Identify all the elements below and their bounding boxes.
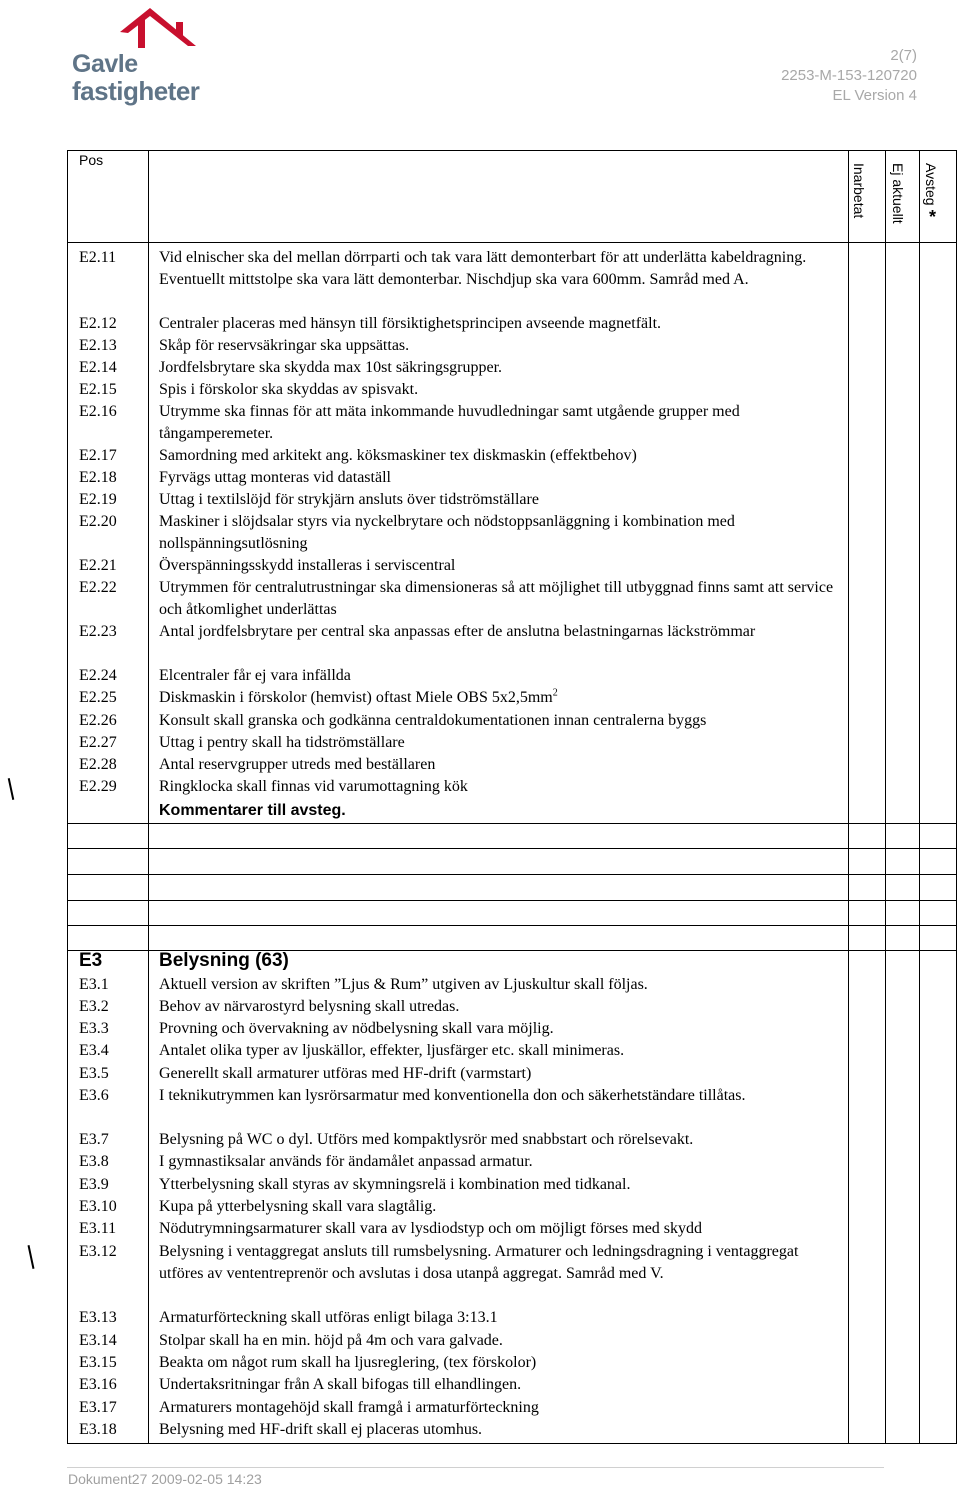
row-text-content: Stolpar skall ha en min. höjd på 4m och vara galvade. [159,1332,503,1349]
row-position: E3.14 [79,1332,117,1349]
section-title: Belysning (63) [159,950,289,971]
row-text [159,1374,839,1396]
row-position: E3.8 [79,1153,109,1170]
row-position: E2.11 [79,249,117,266]
row-position: E2.13 [79,337,117,354]
row-position: E2.14 [79,359,117,376]
row-text-content: Samordning med arkitekt ang. köksmaskiner tex diskmaskin (effektbehov) [159,447,637,464]
footer-divider [67,1467,884,1468]
row-position: E2.21 [79,557,117,574]
row-text [159,1129,839,1151]
row-text-content: Behov av närvarostyrd belysning skall utredas. [159,998,460,1015]
row-position: E2.16 [79,403,117,420]
row-text [159,687,839,709]
row-position: E3.13 [79,1309,117,1326]
row-text-content: Armaturförteckning skall utföras enligt bilaga 3:13.1 [159,1309,498,1326]
row-text-content: Skåp för reservsäkringar ska uppsättas. [159,337,410,354]
row-position: E3.10 [79,1198,117,1215]
row-text [159,754,839,776]
row-position: E3.11 [79,1220,117,1237]
margin-mark [28,1245,35,1269]
row-text-content: Fyrvägs uttag monteras vid dataställ [159,469,391,486]
row-text [159,1040,839,1062]
row-text-content: Centraler placeras med hänsyn till försiktighetsprincipen avseende magnetfält. [159,315,662,332]
row-text [159,401,839,445]
row-position: E3.4 [79,1042,109,1059]
row-text-content: Provning och övervakning av nödbelysning skall vara möjlig. [159,1020,554,1037]
row-position: E2.15 [79,381,117,398]
row-text [159,1352,839,1374]
row-text-content: Elcentraler får ej vara infällda [159,667,351,684]
row-position: E2.18 [79,469,117,486]
row-text-content: Ringklocka skall finnas vid varumottagning kök [159,778,468,795]
document-id: 2253-M-153-120720 [781,67,917,84]
row-text-content: Armaturers montagehöjd skall framgå i armaturförteckning [159,1399,539,1416]
row-position: E3.1 [79,976,109,993]
row-text-content: Belysning med HF-drift skall ej placeras utomhus. [159,1421,483,1438]
row-position: E2.17 [79,447,117,464]
row-position: E3.2 [79,998,109,1015]
row-text-content: Kupa på ytterbelysning skall vara slagtålig. [159,1198,437,1215]
row-text [159,1241,839,1285]
row-position: E2.22 [79,579,117,596]
row-text [159,776,839,798]
row-text-content: Uttag i pentry skall ha tidströmställare [159,734,405,751]
row-position: E2.23 [79,623,117,640]
row-text [159,555,839,577]
row-text-content: Maskiner i slöjdsalar styrs via nyckelbrytare och nödstoppsanläggning i kombination med nollspänningsutlösning [159,513,735,552]
row-text-content: Belysning i ventaggregat ansluts till rumsbelysning. Armaturer och ledningsdragning i ventaggregat utföres av vententreprenör och avslutas i dosa utanpå aggregat. Samråd med V. [159,1243,799,1282]
row-position: E3.9 [79,1176,109,1193]
logo-word-2: fastigheter [72,76,200,106]
row-text-content: Diskmaskin i förskolor (hemvist) oftast Miele OBS 5x2,5mm [159,689,553,706]
row-text-content: Nödutrymningsarmaturer skall vara av lysdiodstyp och om möjligt förses med skydd [159,1220,703,1237]
footer-document-stamp: Dokument27 2009-02-05 14:23 [68,1471,262,1487]
superscript: 2 [552,687,558,699]
row-text [159,1419,839,1441]
row-text [159,621,839,643]
column-header-avsteg: Avsteg [923,163,939,206]
row-text [159,665,839,687]
row-text [159,1018,839,1040]
row-position: E2.20 [79,513,117,530]
row-text [159,1397,839,1419]
row-text [159,974,839,996]
row-text [159,247,839,291]
row-text [159,732,839,754]
row-text [159,1307,839,1329]
row-text [159,1174,839,1196]
row-text-content: I gymnastiksalar används för ändamålet anpassad armatur. [159,1153,533,1170]
row-text [159,1085,839,1107]
row-position: E3.3 [79,1020,109,1037]
row-text-content: Överspänningsskydd installeras i serviscentral [159,557,456,574]
row-text-content: Uttag i textilslöjd för strykjärn ansluts över tidströmställare [159,491,539,508]
row-text-content: Beakta om något rum skall ha ljusreglering, (tex förskolor) [159,1354,537,1371]
comments-label: Kommentarer till avsteg. [159,802,346,819]
row-text-content: Konsult skall granska och godkänna centraldokumentationen innan centralerna byggs [159,712,707,729]
row-text [159,445,839,467]
row-text-content: Ytterbelysning skall styras av skymningsrelä i kombination med tidkanal. [159,1176,631,1193]
column-header-pos: Pos [79,152,104,168]
row-text [159,379,839,401]
row-text-content: Undertaksritningar från A skall bifogas till elhandlingen. [159,1376,522,1393]
row-text-content: Belysning på WC o dyl. Utförs med kompaktlysrör med snabbstart och rörelsevakt. [159,1131,694,1148]
row-text-content: Antal reservgrupper utreds med beställaren [159,756,436,773]
row-text-content: Antalet olika typer av ljuskällor, effekter, ljusfärger etc. skall minimeras. [159,1042,625,1059]
row-text [159,1218,839,1240]
row-position: E3.5 [79,1065,109,1082]
row-position: E3.18 [79,1421,117,1438]
column-header-inarbetat: Inarbetat [851,163,867,219]
row-text [159,467,839,489]
margin-mark [8,778,15,800]
row-text [159,335,839,357]
row-text-content: Jordfelsbrytare ska skydda max 10st säkringsgrupper. [159,359,503,376]
row-text-content: Vid elnischer ska del mellan dörrparti och tak vara lätt demonterbart för att underlätta kabeldragning. Eventuellt mittstolpe ska vara lätt demonterbar. Nischdjup ska vara 600mm. Samråd med A. [159,249,807,288]
row-text [159,1151,839,1173]
row-text-content: Aktuell version av skriften ”Ljus & Rum” utgiven av Ljuskultur skall följas. [159,976,648,993]
row-position: E3.15 [79,1354,117,1371]
row-text-content: Utrymme ska finnas för att mäta inkommande huvudledningar samt utgående grupper med tångamperemeter. [159,403,740,442]
row-position: E2.24 [79,667,117,684]
row-position: E2.29 [79,778,117,795]
row-text-content: I teknikutrymmen kan lysrörsarmatur med konventionella don och säkerhetständare tillåtas. [159,1087,746,1104]
row-text [159,357,839,379]
page-number: 2(7) [890,47,917,64]
logo-word-1: Gavle [72,50,138,78]
row-position: E3.16 [79,1376,117,1393]
row-text-content: Utrymmen för centralutrustningar ska dimensioneras så att möjlighet till utbyggnad finns samt att service och åtkomlighet underlättas [159,579,834,618]
row-text-content: Generellt skall armaturer utföras med HF-drift (varmstart) [159,1065,532,1082]
row-text [159,1063,839,1085]
row-position: E3.12 [79,1243,117,1260]
row-position: E2.27 [79,734,117,751]
row-position: E3.17 [79,1399,117,1416]
section-number: E3 [79,950,103,971]
row-position: E2.25 [79,689,117,706]
column-header-ej-aktuellt: Ej aktuellt [890,163,906,224]
gavle-fastigheter-logo [68,6,203,110]
row-position: E3.7 [79,1131,109,1148]
row-text-content: Spis i förskolor ska skyddas av spisvakt. [159,381,419,398]
avsteg-asterisk: * [929,207,937,227]
row-position: E2.26 [79,712,117,729]
row-text [159,710,839,732]
row-text [159,1196,839,1218]
row-text [159,511,839,555]
row-position: E2.19 [79,491,117,508]
row-text [159,996,839,1018]
row-text [159,313,839,335]
document-version: EL Version 4 [832,87,917,104]
row-position: E2.12 [79,315,117,332]
row-position: E3.6 [79,1087,109,1104]
row-text [159,577,839,621]
document-header [781,46,917,106]
row-position: E2.28 [79,756,117,773]
row-text-content: Antal jordfelsbrytare per central ska anpassas efter de anslutna belastningarnas läckströmmar [159,623,756,640]
row-text [159,489,839,511]
row-text [159,1330,839,1352]
requirements-table [67,150,957,1444]
